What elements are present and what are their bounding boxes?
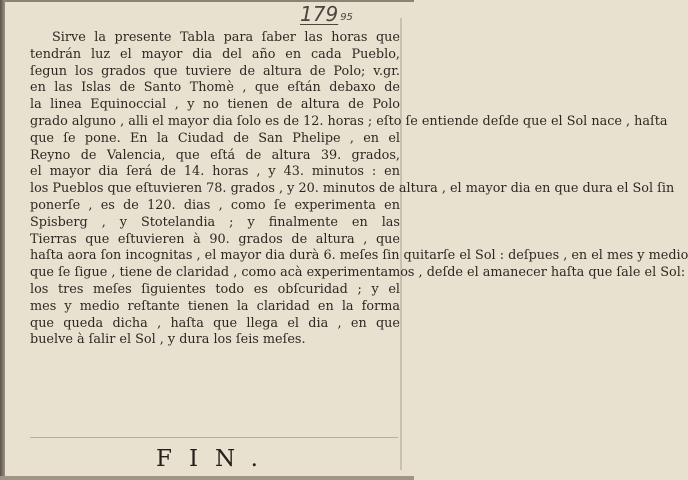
body-text	[30, 30, 688, 349]
body-line: que ſe ſigue , tiene de claridad , como acà experimentamos , deſde el amanecer haſta que ſale el Sol:	[30, 265, 686, 281]
section-divider	[30, 437, 398, 438]
body-line: el mayor dia ſerá de 14. horas , y 43. minutos : en	[30, 164, 400, 180]
folio-main-number: 179	[300, 2, 339, 26]
body-line: haſta aora ſon incognitas , el mayor dia durà 6. meſes ſin quitarſe el Sol : deſpues , en el mes y medio	[30, 248, 688, 264]
body-line: que queda dicha , haſta que llega el dia , en que	[30, 315, 400, 331]
body-line: buelve à ſalir el Sol , y dura los ſeis meſes.	[30, 332, 306, 348]
body-line: tendrán luz el mayor dia del año en cada Pueblo,	[30, 46, 400, 62]
body-line: grado alguno , alli el mayor dia ſolo es de 12. horas ; eſto ſe entiende deſde que el Sol nace , haſta	[30, 113, 668, 129]
body-line: ponerſe , es de 120. dias , como ſe experimenta en	[30, 197, 400, 213]
body-line: Spisberg , y Stotelandia ; y finalmente en las	[30, 214, 400, 230]
body-line: los tres meſes ſiguientes todo es obſcuridad ; y el	[30, 281, 400, 297]
closing-fin: FIN.	[155, 446, 275, 472]
page-fold-shadow	[400, 18, 402, 470]
body-line: ſegun los grados que tuviere de altura de Polo; v.gr.	[30, 63, 400, 79]
body-line: Sirve la presente Tabla para ſaber las horas que	[52, 30, 400, 45]
body-line: mes y medio reſtante tienen la claridad en la forma	[30, 298, 400, 314]
body-line: Reyno de Valencia, que eſtá de altura 39. grados,	[30, 147, 400, 163]
body-line: que ſe pone. En la Ciudad de San Phelipe , en el	[30, 130, 400, 146]
body-line: los Pueblos que eſtuvieren 78. grados , y 20. minutos de altura , el mayor dia en que dura el Sol ſin	[30, 181, 675, 197]
page-left-edge	[0, 0, 5, 480]
handwritten-folio-number	[300, 4, 353, 24]
body-line: en las Islas de Santo Thomè , que eſtán debaxo de	[30, 80, 400, 96]
body-line: la linea Equinoccial , y no tienen de altura de Polo	[30, 97, 400, 113]
page-bottom-edge	[0, 476, 414, 480]
folio-sub-number: 95	[340, 12, 353, 23]
body-line: Tierras que eſtuvieren à 90. grados de altura , que	[30, 231, 400, 247]
page-top-edge	[0, 0, 414, 2]
